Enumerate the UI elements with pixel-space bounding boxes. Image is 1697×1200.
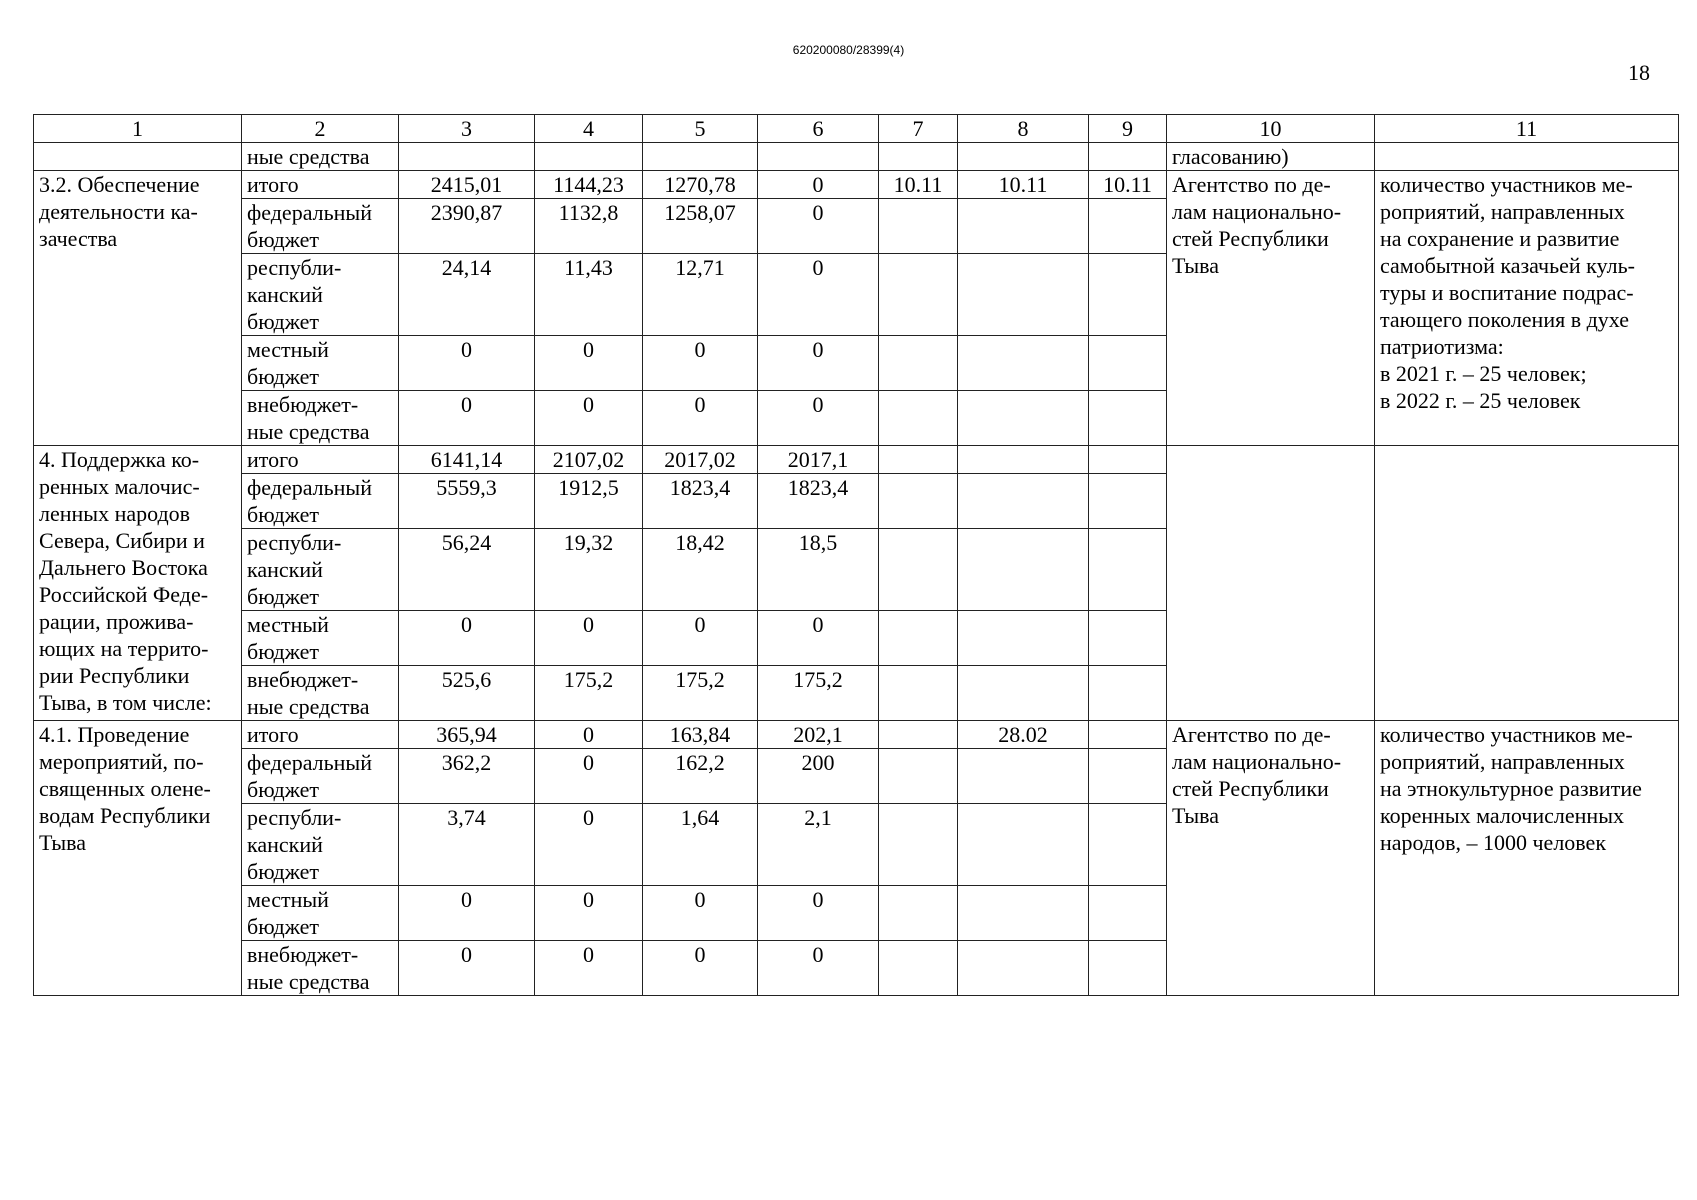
value-col5: 0 bbox=[643, 886, 758, 941]
table-row bbox=[34, 446, 1679, 474]
cell-empty bbox=[1089, 336, 1167, 391]
responsible-agency: Агентство по де- лам национально- стей Республики Тыва bbox=[1167, 721, 1375, 996]
cell-empty bbox=[879, 254, 958, 336]
cell-empty bbox=[1089, 666, 1167, 721]
cell-empty bbox=[879, 336, 958, 391]
column-number-row bbox=[34, 115, 1679, 143]
cell-empty bbox=[1089, 749, 1167, 804]
value-col5: 12,71 bbox=[643, 254, 758, 336]
value-col6: 0 bbox=[758, 171, 879, 199]
funding-source: внебюджет- ные средства bbox=[242, 666, 399, 721]
value-col5: 18,42 bbox=[643, 529, 758, 611]
cell-empty bbox=[879, 666, 958, 721]
value-col5: 0 bbox=[643, 391, 758, 446]
cell-empty bbox=[1375, 143, 1679, 171]
cell-empty bbox=[399, 143, 535, 171]
cell-empty bbox=[879, 199, 958, 254]
value-col6: 0 bbox=[758, 611, 879, 666]
value-col4: 0 bbox=[535, 391, 643, 446]
value-col3: 0 bbox=[399, 611, 535, 666]
value-col4: 0 bbox=[535, 886, 643, 941]
column-number: 9 bbox=[1089, 115, 1167, 143]
cell-empty bbox=[535, 143, 643, 171]
cell-empty bbox=[879, 804, 958, 886]
column-number: 10 bbox=[1167, 115, 1375, 143]
cell-empty bbox=[1089, 886, 1167, 941]
measure-name: 3.2. Обеспечение деятельности ка- зачества bbox=[34, 171, 242, 446]
cell-empty bbox=[958, 611, 1089, 666]
value-col5: 2017,02 bbox=[643, 446, 758, 474]
value-col5: 1258,07 bbox=[643, 199, 758, 254]
cell-empty bbox=[34, 143, 242, 171]
value-col3: 0 bbox=[399, 336, 535, 391]
date-col8: 28.02 bbox=[958, 721, 1089, 749]
value-col3: 2390,87 bbox=[399, 199, 535, 254]
value-col5: 175,2 bbox=[643, 666, 758, 721]
value-col5: 1823,4 bbox=[643, 474, 758, 529]
value-col6: 202,1 bbox=[758, 721, 879, 749]
value-col6: 2017,1 bbox=[758, 446, 879, 474]
responsible-agency bbox=[1167, 446, 1375, 721]
expected-result bbox=[1375, 446, 1679, 721]
funding-source: республи- канский бюджет bbox=[242, 254, 399, 336]
date-col9 bbox=[1089, 721, 1167, 749]
date-col7 bbox=[879, 446, 958, 474]
expected-result: количество участников ме- роприятий, направленных на сохранение и развитие самобытной казачьей куль- туры и воспитание подрас- тающего поколения в духе патриотизма: в 2021 г. – 25 человек; в 2022 г. – 25 человек bbox=[1375, 171, 1679, 446]
column-number: 5 bbox=[643, 115, 758, 143]
funding-source: итого bbox=[242, 171, 399, 199]
value-col6: 0 bbox=[758, 336, 879, 391]
cell-empty bbox=[1089, 611, 1167, 666]
value-col6: 0 bbox=[758, 886, 879, 941]
cell-empty bbox=[958, 804, 1089, 886]
document-id: 620200080/28399(4) bbox=[792, 43, 905, 57]
value-col4: 0 bbox=[535, 611, 643, 666]
cell-empty bbox=[958, 749, 1089, 804]
expected-result: количество участников ме- роприятий, направленных на этнокультурное развитие коренных малочисленных народов, – 1000 человек bbox=[1375, 721, 1679, 996]
value-col5: 0 bbox=[643, 336, 758, 391]
cell-empty bbox=[958, 529, 1089, 611]
value-col4: 2107,02 bbox=[535, 446, 643, 474]
value-col5: 0 bbox=[643, 611, 758, 666]
value-col3: 365,94 bbox=[399, 721, 535, 749]
value-col3: 362,2 bbox=[399, 749, 535, 804]
value-col4: 11,43 bbox=[535, 254, 643, 336]
funding-source: федеральный бюджет bbox=[242, 749, 399, 804]
value-col4: 175,2 bbox=[535, 666, 643, 721]
date-col8: 10.11 bbox=[958, 171, 1089, 199]
funding-source: местный бюджет bbox=[242, 886, 399, 941]
value-col3: 56,24 bbox=[399, 529, 535, 611]
column-number: 6 bbox=[758, 115, 879, 143]
date-col9 bbox=[1089, 446, 1167, 474]
column-number: 8 bbox=[958, 115, 1089, 143]
cell-empty bbox=[958, 199, 1089, 254]
value-col3: 5559,3 bbox=[399, 474, 535, 529]
cell-empty bbox=[1089, 804, 1167, 886]
value-col3: 2415,01 bbox=[399, 171, 535, 199]
cell-empty bbox=[879, 529, 958, 611]
cell-empty bbox=[879, 749, 958, 804]
funding-source: республи- канский бюджет bbox=[242, 804, 399, 886]
date-col7: 10.11 bbox=[879, 171, 958, 199]
value-col3: 3,74 bbox=[399, 804, 535, 886]
column-number: 7 bbox=[879, 115, 958, 143]
cell-empty bbox=[958, 391, 1089, 446]
value-col5: 0 bbox=[643, 941, 758, 996]
value-col4: 0 bbox=[535, 336, 643, 391]
measure-name: 4.1. Проведение мероприятий, по- священных олене- водам Республики Тыва bbox=[34, 721, 242, 996]
value-col6: 200 bbox=[758, 749, 879, 804]
value-col4: 0 bbox=[535, 804, 643, 886]
funding-source: федеральный бюджет bbox=[242, 199, 399, 254]
cell-empty bbox=[958, 143, 1089, 171]
cell-empty bbox=[879, 391, 958, 446]
column-number: 4 bbox=[535, 115, 643, 143]
value-col3: 525,6 bbox=[399, 666, 535, 721]
cell-empty bbox=[958, 336, 1089, 391]
table-row bbox=[34, 171, 1679, 199]
value-col4: 0 bbox=[535, 749, 643, 804]
funding-source: местный бюджет bbox=[242, 336, 399, 391]
value-col4: 19,32 bbox=[535, 529, 643, 611]
cell-empty bbox=[958, 474, 1089, 529]
date-col7 bbox=[879, 721, 958, 749]
cell-empty bbox=[1089, 143, 1167, 171]
funding-source: федеральный бюджет bbox=[242, 474, 399, 529]
cell-empty bbox=[879, 143, 958, 171]
cell-empty bbox=[879, 474, 958, 529]
value-col6: 175,2 bbox=[758, 666, 879, 721]
funding-source: внебюджет- ные средства bbox=[242, 391, 399, 446]
funding-source: республи- канский бюджет bbox=[242, 529, 399, 611]
cell-empty bbox=[879, 941, 958, 996]
value-col6: 0 bbox=[758, 254, 879, 336]
column-number: 1 bbox=[34, 115, 242, 143]
cell-empty bbox=[643, 143, 758, 171]
responsible-agency: Агентство по де- лам национально- стей Республики Тыва bbox=[1167, 171, 1375, 446]
funding-source: итого bbox=[242, 446, 399, 474]
measure-name: 4. Поддержка ко- ренных малочис- ленных народов Севера, Сибири и Дальнего Востока Российской Феде- рации, прожива- ющих на террито- рии Республики Тыва, в том числе: bbox=[34, 446, 242, 721]
value-col4: 1132,8 bbox=[535, 199, 643, 254]
value-col3: 6141,14 bbox=[399, 446, 535, 474]
value-col5: 1,64 bbox=[643, 804, 758, 886]
cell-empty bbox=[1089, 474, 1167, 529]
funding-source: внебюджет- ные средства bbox=[242, 941, 399, 996]
continued-agency-text: гласованию) bbox=[1167, 143, 1375, 171]
value-col3: 0 bbox=[399, 941, 535, 996]
value-col6: 0 bbox=[758, 941, 879, 996]
value-col5: 162,2 bbox=[643, 749, 758, 804]
cell-empty bbox=[879, 611, 958, 666]
cell-empty bbox=[1089, 254, 1167, 336]
cell-empty bbox=[1089, 391, 1167, 446]
value-col3: 24,14 bbox=[399, 254, 535, 336]
value-col6: 0 bbox=[758, 391, 879, 446]
value-col4: 1912,5 bbox=[535, 474, 643, 529]
cell-empty bbox=[958, 941, 1089, 996]
column-number: 3 bbox=[399, 115, 535, 143]
page-number: 18 bbox=[1628, 60, 1650, 85]
cell-empty bbox=[879, 886, 958, 941]
cell-empty bbox=[958, 666, 1089, 721]
cell-empty bbox=[958, 886, 1089, 941]
funding-source: итого bbox=[242, 721, 399, 749]
value-col5: 163,84 bbox=[643, 721, 758, 749]
value-col6: 0 bbox=[758, 199, 879, 254]
value-col4: 0 bbox=[535, 941, 643, 996]
continued-source-label: ные средства bbox=[242, 143, 399, 171]
funding-source: местный бюджет bbox=[242, 611, 399, 666]
value-col4: 1144,23 bbox=[535, 171, 643, 199]
cell-empty bbox=[1089, 941, 1167, 996]
value-col6: 2,1 bbox=[758, 804, 879, 886]
cell-empty bbox=[1089, 199, 1167, 254]
value-col6: 18,5 bbox=[758, 529, 879, 611]
cell-empty bbox=[958, 254, 1089, 336]
cell-empty bbox=[758, 143, 879, 171]
value-col3: 0 bbox=[399, 391, 535, 446]
continuation-row bbox=[34, 143, 1679, 171]
value-col5: 1270,78 bbox=[643, 171, 758, 199]
table-row bbox=[34, 721, 1679, 749]
column-number: 2 bbox=[242, 115, 399, 143]
cell-empty bbox=[1089, 529, 1167, 611]
budget-table bbox=[33, 114, 1679, 996]
column-number: 11 bbox=[1375, 115, 1679, 143]
date-col8 bbox=[958, 446, 1089, 474]
date-col9: 10.11 bbox=[1089, 171, 1167, 199]
value-col6: 1823,4 bbox=[758, 474, 879, 529]
value-col3: 0 bbox=[399, 886, 535, 941]
value-col4: 0 bbox=[535, 721, 643, 749]
